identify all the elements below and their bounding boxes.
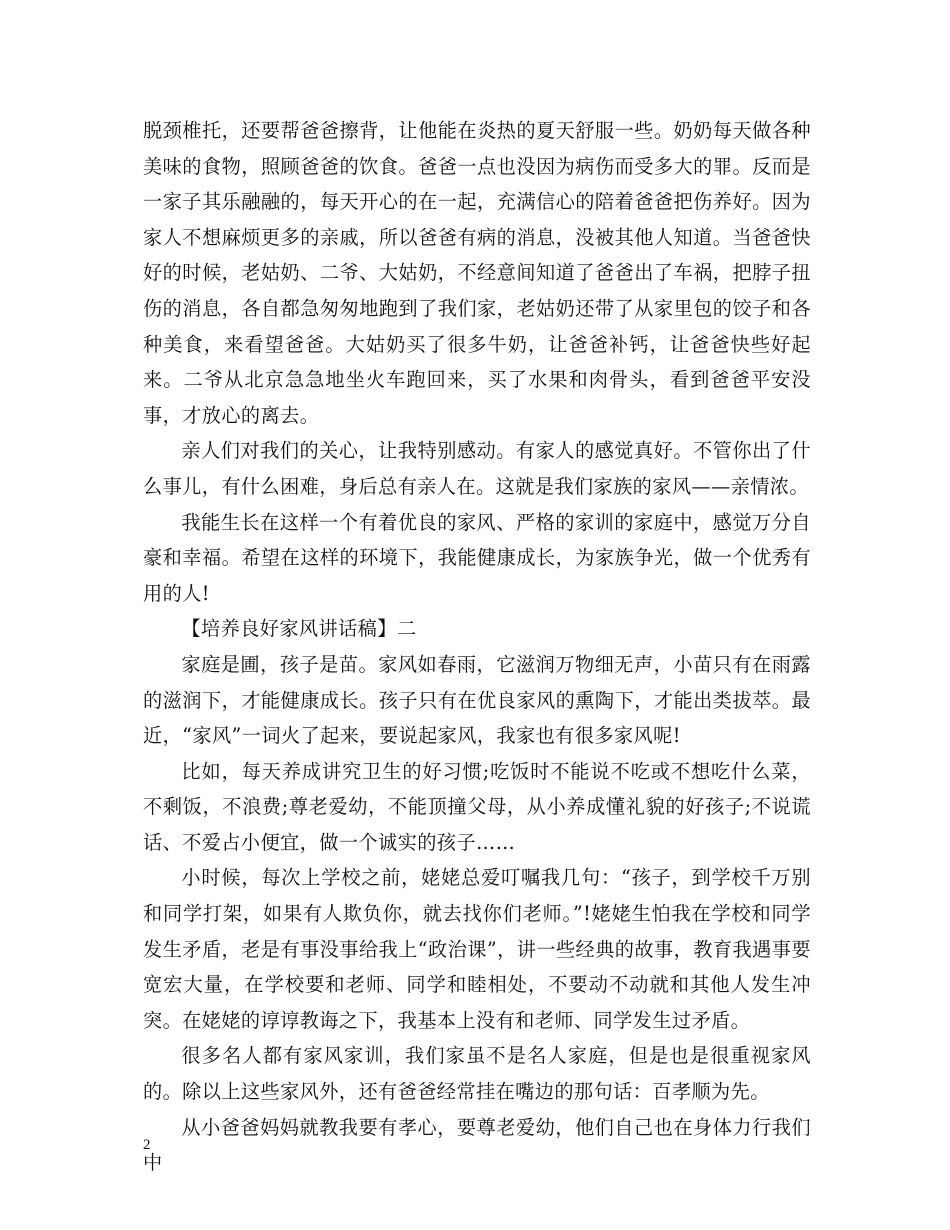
paragraph: 亲人们对我们的关心，让我特别感动。有家人的感觉真好。不管你出了什么事儿，有什么困难，身后总有亲人在。这就是我们家族的家风——亲情浓。 xyxy=(143,439,811,498)
paragraph: 我能生长在这样一个有着优良的家风、严格的家训的家庭中，感觉万分自豪和幸福。希望在这样的环境下，我能健康成长，为家族争光，做一个优秀有用的人! xyxy=(143,510,811,605)
paragraph: 家庭是圃，孩子是苗。家风如春雨，它滋润万物细无声，小苗只有在雨露的滋润下，才能健康成长。孩子只有在优良家风的熏陶下，才能出类拔萃。最近，“家风”一词火了起来，要说起家风，我家也有很多家风呢! xyxy=(143,652,811,748)
document-body xyxy=(143,113,811,1181)
paragraph-continued: 脱颈椎托，还要帮爸爸擦背，让他能在炎热的夏天舒服一些。奶奶每天做各种美味的食物，照顾爸爸的饮食。爸爸一点也没因为病伤而受多大的罪。反而是一家子其乐融融的，每天开心的在一起，充满信心的陪着爸爸把伤养好。因为家人不想麻烦更多的亲戚，所以爸爸有病的消息，没被其他人知道。当爸爸快好的时候，老姑奶、二爷、大姑奶，不经意间知道了爸爸出了车祸，把脖子扭伤的消息，各自都急匆匆地跑到了我们家，老姑奶还带了从家里包的饺子和各种美食，来看望爸爸。大姑奶买了很多牛奶，让爸爸补钙，让爸爸快些好起来。二爷从北京急急地坐火车跑回来，买了水果和肉骨头，看到爸爸平安没事，才放心的离去。 xyxy=(143,119,811,427)
paragraph-continues: 从小爸爸妈妈就教我要有孝心，要尊老爱幼，他们自己也在身体力行我们中 xyxy=(143,1115,811,1175)
page-number: 2 xyxy=(143,1137,151,1153)
paragraph: 小时候，每次上学校之前，姥姥总爱叮嘱我几句：“孩子，到学校千万别和同学打架，如果有人欺负你，就去找你们老师。”!姥姥生怕我在学校和同学发生矛盾，老是有事没事给我上“政治课”，讲一些经典的故事，教育我遇事要宽宏大量，在学校要和老师、同学和睦相处，不要动不动就和其他人发生冲突。在姥姥的谆谆教诲之下，我基本上没有和老师、同学发生过矛盾。 xyxy=(143,866,811,1032)
section-heading: 【培养良好家风讲话稿】二 xyxy=(181,617,417,641)
paragraph: 比如，每天养成讲究卫生的好习惯;吃饭时不能说不吃或不想吃什么菜，不剩饭，不浪费;尊老爱幼，不能顶撞父母，从小养成懂礼貌的好孩子;不说谎话、不爱占小便宜，做一个诚实的孩子…… xyxy=(143,759,811,854)
paragraph: 很多名人都有家风家训，我们家虽不是名人家庭，但是也是很重视家风的。除以上这些家风外，还有爸爸经常挂在嘴边的那句话：百孝顺为先。 xyxy=(143,1044,811,1104)
